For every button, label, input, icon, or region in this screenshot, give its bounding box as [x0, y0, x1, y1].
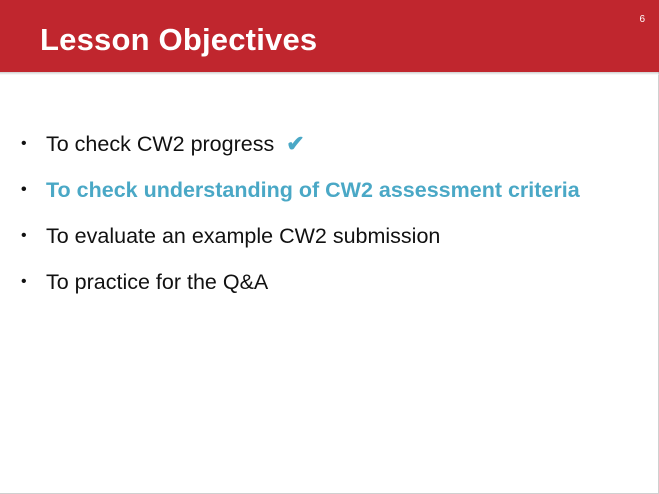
bullet-icon: • — [21, 273, 27, 290]
objective-item — [18, 121, 638, 167]
slide-number: 6 — [639, 14, 645, 25]
objective-text: To check CW2 progress — [46, 132, 275, 156]
bullet-icon: • — [21, 135, 27, 152]
objective-text: To practice for the Q&A — [46, 270, 269, 294]
slide-title: Lesson Objectives — [40, 22, 318, 57]
objective-text: To evaluate an example CW2 submission — [46, 224, 441, 248]
check-mark-icon: ✔ — [286, 131, 305, 156]
objectives-list — [18, 121, 638, 305]
bullet-icon: • — [21, 181, 27, 198]
objective-text: To check understanding of CW2 assessment criteria — [46, 178, 580, 202]
objective-item-highlighted — [18, 167, 638, 213]
bullet-icon: • — [21, 227, 27, 244]
title-bar — [0, 0, 659, 72]
objective-item — [18, 213, 638, 259]
objective-item — [18, 259, 638, 305]
